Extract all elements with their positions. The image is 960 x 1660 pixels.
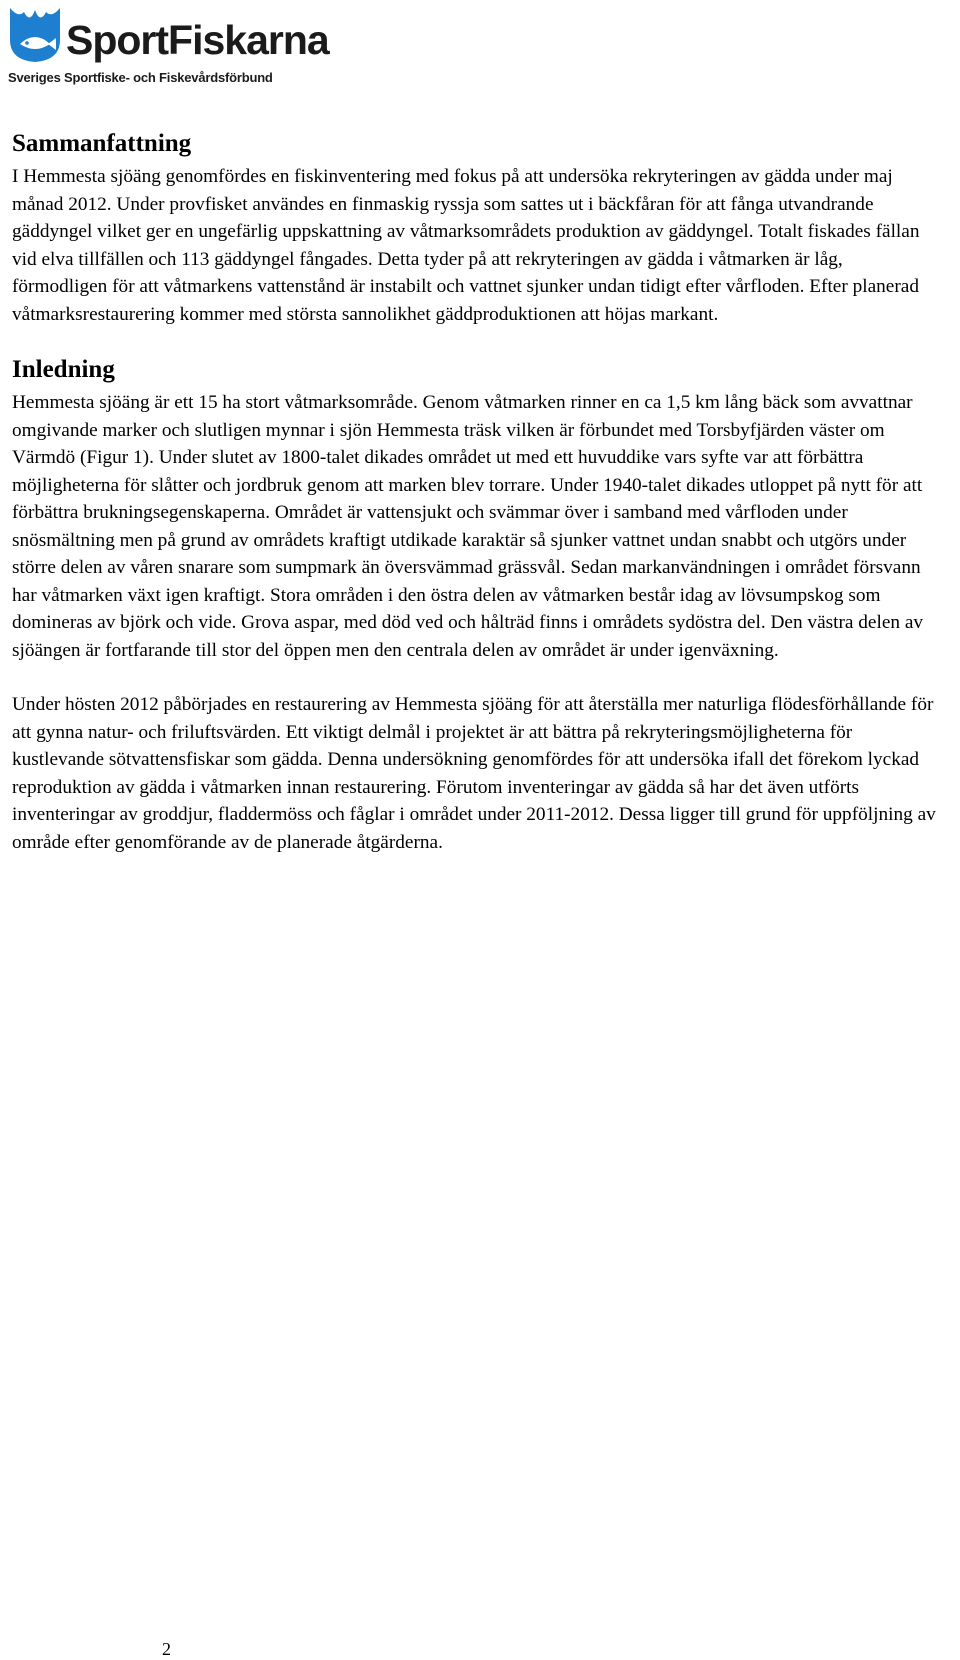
logo-tagline: Sveriges Sportfiske- och Fiskevårdsförbund	[8, 70, 273, 85]
introduction-paragraph-1: Hemmesta sjöäng är ett 15 ha stort våtmarksområde. Genom våtmarken rinner en ca 1,5 km lång bäck som avvattnar omgivande marker och slutligen mynnar i sjön Hemmesta träsk vilken är förbundet med Torsbyfjärden väster om Värmdö (Figur 1). Under slutet av 1800-talet dikades området ut med ett huvuddike vars syfte var att förbättra möjligheterna för slåtter och jordbruk genom att marken blev torrare. Under 1940-talet dikades utloppet på nytt för att förbättra brukningsegenskaperna. Området är vattensjukt och svämmar över i samband med vårfloden under snösmältning men på grund av områdets kraftigt utdikade karaktär så sjunker vattnet undan snabbt och utgörs under större delen av våren snarare som sumpmark än översvämmad grässvål. Sedan markanvändningen i området försvann har våtmarken växt igen kraftigt. Stora områden i den östra delen av våtmarken består idag av lövsumpskog som domineras av björk och vide. Grova aspar, med död ved och hålträd finns i områdets sydöstra del. Den västra delen av sjöängen är fortfarande till stor del öppen men den centrala delen av området är under igenväxning.	[12, 392, 924, 661]
summary-paragraph: I Hemmesta sjöäng genomfördes en fiskinventering med fokus på att undersöka rekryteringen av gädda under maj månad 2012. Under provfisket användes en finmaskig ryssja som sattes ut i bäckfåran för att fånga utvandrande gäddyngel vilket ger en ungefärlig uppskattning av våtmarksområdets produktion av gäddyngel. Totalt fiskades fällan vid elva tillfällen och 113 gäddyngel fångades. Detta tyder på att rekryteringen av gädda i våtmarken är låg, förmodligen för att våtmarkens vattenstånd är instabilt och vattnet sjunker undan tidigt efter vårfloden. Efter planerad våtmarksrestaurering kommer med största sannolikhet gäddproduktionen att höjas markant.	[12, 166, 920, 325]
sportfiskarna-logo	[6, 4, 329, 90]
section-heading-summary: Sammanfattning	[12, 130, 192, 157]
summary-section	[12, 128, 942, 328]
section-heading-introduction: Inledning	[12, 356, 115, 383]
introduction-paragraph-2: Under hösten 2012 påbörjades en restaurering av Hemmesta sjöäng för att återställa mer naturliga flödesförhållande för att gynna natur- och friluftsvärden. Ett viktigt delmål i projektet är att bättra på rekryteringsmöjligheterna för kustlevande sötvattensfiskar som gädda. Denna undersökning genomfördes för att undersöka ifall det förekom lyckad reproduktion av gädda i våtmarken innan restaurering. Förutom inventeringar av gädda så har det även utförts inventeringar av groddjur, fladdermöss och fåglar i området under 2011-2012. Dessa ligger till grund för uppföljning av område efter genomförande av de planerade åtgärderna.	[12, 694, 936, 853]
page-number: 2	[162, 1639, 171, 1659]
introduction-section	[12, 354, 942, 856]
fish-emblem-icon	[6, 4, 64, 64]
logo-name: SportFiskarna	[66, 17, 329, 63]
document-body	[12, 128, 942, 856]
